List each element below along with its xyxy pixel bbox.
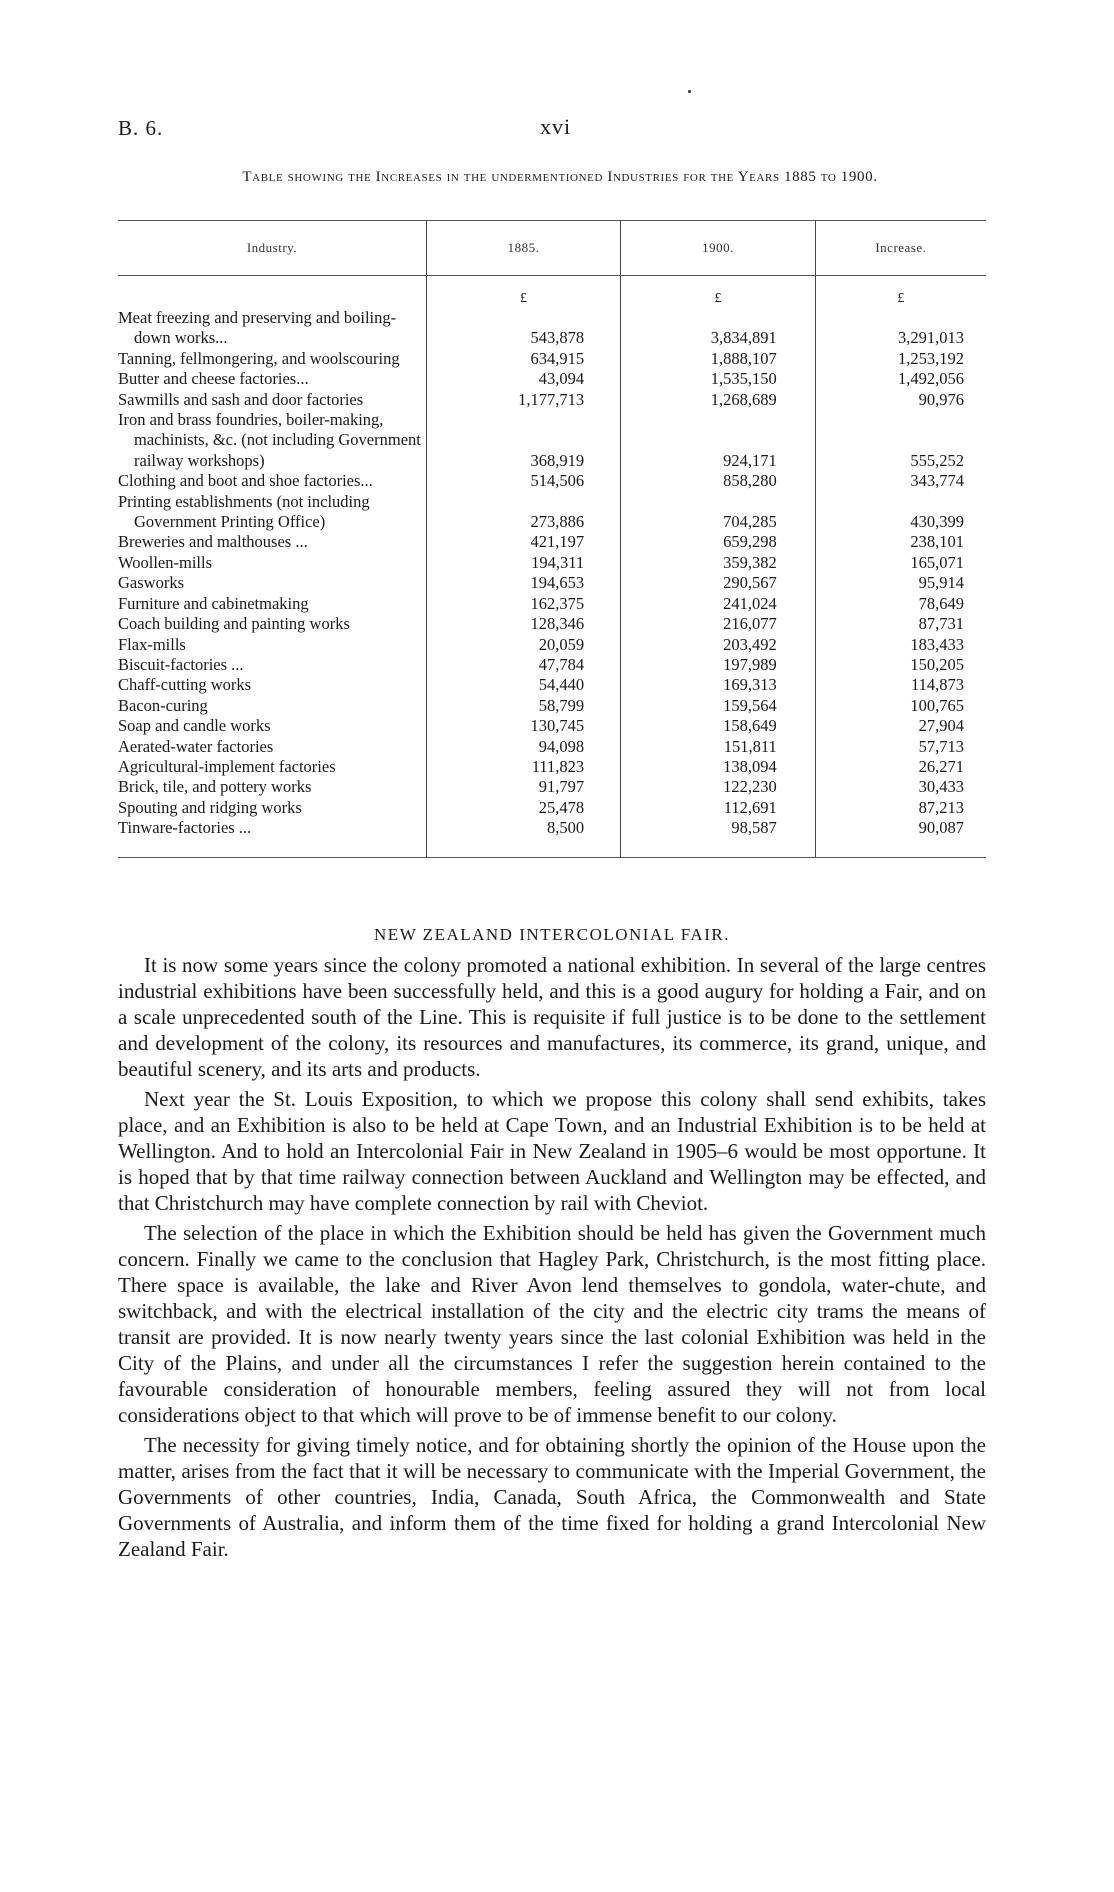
paragraph: The necessity for giving timely notice, and for obtaining shortly the opinion of the House upon the matter, arises from the fact that it will be necessary to communicate with the Imperial Government, the Governments of other countries, India, Canada, South Africa, the Commonwealth and State Governments of Australia, and inform them of the time fixed for holding a grand Intercolonial New Zealand Fair. (118, 1433, 986, 1561)
industry-cell: Soap and candle works (118, 716, 271, 736)
value-1900-cell: 290,567 (621, 573, 816, 593)
value-1900-cell: 151,811 (621, 737, 816, 757)
currency-symbol: £ (426, 276, 620, 309)
table-row (118, 594, 986, 614)
value-1900-cell: 3,834,891 (621, 308, 816, 349)
value-1900-cell: 1,535,150 (621, 369, 816, 389)
value-1885-cell: 1,177,713 (426, 390, 620, 410)
industry-cell: Brick, tile, and pottery works (118, 777, 312, 797)
increase-cell: 95,914 (815, 573, 986, 593)
table-row (118, 757, 986, 777)
value-1900-cell: 1,268,689 (621, 390, 816, 410)
section-body (118, 952, 986, 1566)
increase-cell: 183,433 (815, 635, 986, 655)
value-1885-cell: 273,886 (426, 492, 620, 533)
increase-cell: 3,291,013 (815, 308, 986, 349)
industry-cell: Bacon-curing (118, 695, 208, 715)
industry-cell: Gasworks (118, 573, 184, 593)
value-1885-cell: 47,784 (426, 655, 620, 675)
value-1885-cell: 421,197 (426, 532, 620, 552)
increase-cell: 90,087 (815, 818, 986, 857)
table-row (118, 369, 986, 389)
industry-cell: Printing establishments (not including Government Printing Office) (118, 491, 370, 532)
value-1900-cell: 169,313 (621, 675, 816, 695)
industry-cell: Breweries and malthouses ... (118, 532, 308, 552)
table-row (118, 471, 986, 491)
value-1900-cell: 158,649 (621, 716, 816, 736)
value-1885-cell: 368,919 (426, 410, 620, 471)
value-1885-cell: 91,797 (426, 777, 620, 797)
currency-symbol: £ (621, 276, 816, 309)
table-row (118, 696, 986, 716)
industry-cell: Tanning, fellmongering, and woolscouring (118, 348, 400, 368)
value-1885-cell: 194,653 (426, 573, 620, 593)
industry-cell: Flax-mills (118, 634, 186, 654)
table-row (118, 716, 986, 736)
value-1885-cell: 194,311 (426, 553, 620, 573)
value-1900-cell: 241,024 (621, 594, 816, 614)
industry-cell: Sawmills and sash and door factories (118, 389, 364, 409)
increase-cell: 343,774 (815, 471, 986, 491)
value-1885-cell: 58,799 (426, 696, 620, 716)
value-1900-cell: 858,280 (621, 471, 816, 491)
paragraph: Next year the St. Louis Exposition, to which we propose this colony shall send exhibits, takes place, and an Exhibition is also to be held at Cape Town, and an Industrial Exhibition is to be held at Wellington. And to hold an Intercolonial Fair in New Zealand in 1905–6 would be most opportune. It is hoped that by that time railway connection between Auckland and Wellington may be effected, and that Christchurch may have complete connection by rail with Cheviot. (118, 1087, 986, 1215)
industry-cell: Woollen-mills (118, 552, 212, 572)
industry-cell: Coach building and painting works (118, 614, 350, 634)
value-1900-cell: 197,989 (621, 655, 816, 675)
table-header-row (118, 221, 986, 276)
industry-cell: Clothing and boot and shoe factories... (118, 471, 373, 491)
table-row (118, 573, 986, 593)
value-1900-cell: 122,230 (621, 777, 816, 797)
value-1900-cell: 924,171 (621, 410, 816, 471)
table-row (118, 410, 986, 471)
increase-cell: 1,492,056 (815, 369, 986, 389)
table-body (118, 276, 986, 858)
value-1885-cell: 25,478 (426, 798, 620, 818)
value-1900-cell: 659,298 (621, 532, 816, 552)
industry-cell: Chaff-cutting works (118, 675, 252, 695)
table-row (118, 777, 986, 797)
table-row (118, 390, 986, 410)
table-row (118, 308, 986, 349)
stray-mark (688, 90, 691, 93)
industry-cell: Aerated-water factories (118, 736, 274, 756)
paragraph: The selection of the place in which the Exhibition should be held has given the Government much concern. Finally we came to the conclusion that Hagley Park, Christchurch, is the most fitting place. There space is available, the lake and River Avon lend themselves to gondola, water-chute, and switchback, and with the electrical installation of the city and the electric city trams the means of transit are provided. It is now nearly twenty years since the last colonial Exhibition was held in the City of the Plains, and under all the circumstances I refer the suggestion herein contained to the favourable consideration of honourable members, feeling assured they will not from local considerations object to that which will prove to be of immense benefit to our colony. (118, 1221, 986, 1427)
industry-cell: Spouting and ridging works (118, 797, 302, 817)
table-row (118, 635, 986, 655)
value-1885-cell: 8,500 (426, 818, 620, 857)
table-caption: Table showing the Increases in the undermentioned Industries for the Years 1885 to 1900. (242, 169, 878, 185)
value-1900-cell: 359,382 (621, 553, 816, 573)
column-header-1885: 1885. (426, 221, 620, 276)
document-reference: B. 6. (118, 116, 164, 140)
industry-cell: Meat freezing and preserving and boiling-down works... (118, 308, 397, 348)
increase-cell: 78,649 (815, 594, 986, 614)
value-1900-cell: 203,492 (621, 635, 816, 655)
value-1885-cell: 43,094 (426, 369, 620, 389)
table-row (118, 349, 986, 369)
value-1885-cell: 634,915 (426, 349, 620, 369)
increase-cell: 238,101 (815, 532, 986, 552)
page-number: xvi (540, 114, 572, 139)
table-row (118, 675, 986, 695)
table-row (118, 553, 986, 573)
industry-cell: Tinware-factories ... (118, 818, 426, 857)
value-1885-cell: 94,098 (426, 737, 620, 757)
increase-cell: 27,904 (815, 716, 986, 736)
table-row (118, 737, 986, 757)
value-1885-cell: 543,878 (426, 308, 620, 349)
increase-cell: 57,713 (815, 737, 986, 757)
value-1885-cell: 162,375 (426, 594, 620, 614)
increase-cell: 26,271 (815, 757, 986, 777)
industry-cell: Agricultural-implement factories (118, 756, 336, 776)
increase-cell: 100,765 (815, 696, 986, 716)
industry-cell: Butter and cheese factories... (118, 369, 309, 389)
value-1885-cell: 20,059 (426, 635, 620, 655)
section-title: NEW ZEALAND INTERCOLONIAL FAIR. (374, 925, 730, 944)
increase-cell: 430,399 (815, 492, 986, 533)
industry-cell: Biscuit-factories ... (118, 654, 244, 674)
value-1900-cell: 1,888,107 (621, 349, 816, 369)
value-1900-cell: 98,587 (621, 818, 816, 857)
increase-cell: 1,253,192 (815, 349, 986, 369)
column-header-increase: Increase. (815, 221, 986, 276)
industry-cell: Furniture and cabinetmaking (118, 593, 309, 613)
increase-cell: 114,873 (815, 675, 986, 695)
value-1900-cell: 138,094 (621, 757, 816, 777)
paragraph: It is now some years since the colony promoted a national exhibition. In several of the large centres industrial exhibitions have been successfully held, and this is a good augury for holding a Fair, and on a scale unprecedented south of the Line. This is requisite if full justice is to be done to the settlement and development of the colony, its resources and manufactures, its commerce, its grand, unique, and beautiful scenery, and its arts and products. (118, 953, 986, 1081)
value-1885-cell: 111,823 (426, 757, 620, 777)
value-1900-cell: 216,077 (621, 614, 816, 634)
column-header-industry: Industry. (118, 221, 426, 276)
table-row (118, 798, 986, 818)
value-1900-cell: 704,285 (621, 492, 816, 533)
table-row (118, 532, 986, 552)
increase-cell: 30,433 (815, 777, 986, 797)
industries-table (118, 220, 986, 858)
value-1885-cell: 130,745 (426, 716, 620, 736)
increase-cell: 87,731 (815, 614, 986, 634)
increase-cell: 87,213 (815, 798, 986, 818)
value-1885-cell: 128,346 (426, 614, 620, 634)
increase-cell: 555,252 (815, 410, 986, 471)
table-row (118, 492, 986, 533)
column-header-1900: 1900. (621, 221, 816, 276)
increase-cell: 165,071 (815, 553, 986, 573)
value-1885-cell: 54,440 (426, 675, 620, 695)
table-row (118, 818, 986, 857)
currency-symbol: £ (815, 276, 986, 309)
increase-cell: 150,205 (815, 655, 986, 675)
value-1885-cell: 514,506 (426, 471, 620, 491)
table-row (118, 614, 986, 634)
table-row (118, 655, 986, 675)
currency-row (118, 276, 986, 309)
industry-cell: Iron and brass foundries, boiler-making, machinists, &c. (not including Government railway workshops) (118, 410, 421, 470)
value-1900-cell: 112,691 (621, 798, 816, 818)
increase-cell: 90,976 (815, 390, 986, 410)
value-1900-cell: 159,564 (621, 696, 816, 716)
